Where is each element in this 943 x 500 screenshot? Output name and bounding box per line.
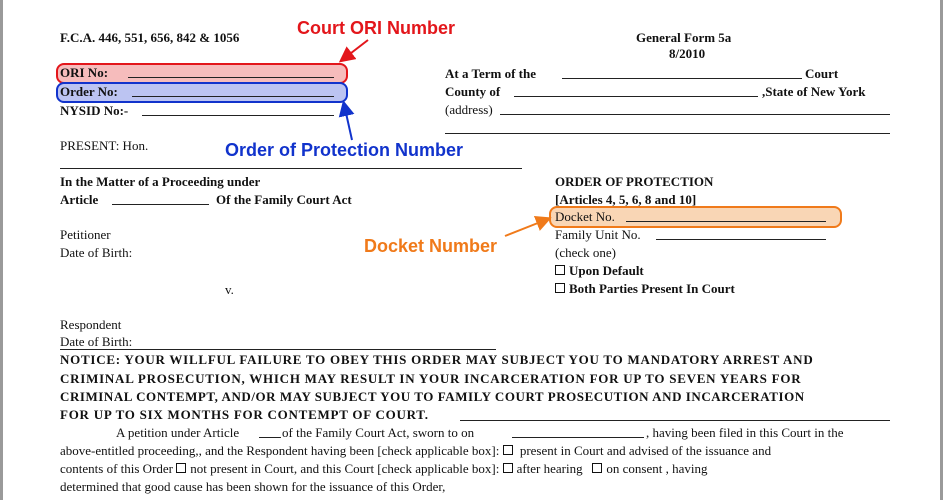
county-prefix: County of bbox=[445, 84, 501, 99]
order-annotation: Order of Protection Number bbox=[225, 140, 464, 160]
body-p2b: present in Court and advised of the issuance and bbox=[519, 443, 772, 458]
article-line[interactable] bbox=[112, 192, 209, 205]
checkbox-icon[interactable] bbox=[555, 265, 565, 275]
checkbox-icon[interactable] bbox=[592, 463, 602, 473]
respondent-dob: Date of Birth: bbox=[60, 334, 133, 349]
matter-line1: In the Matter of a Proceeding under bbox=[60, 174, 261, 189]
notice-end-line bbox=[460, 420, 890, 421]
checkbox-icon[interactable] bbox=[555, 283, 565, 293]
both-parties-option[interactable] bbox=[555, 281, 735, 297]
body-p2a: above-entitled proceeding,, and the Respondent having been [check applicable box]: bbox=[60, 443, 500, 458]
checkbox-icon[interactable] bbox=[503, 445, 513, 455]
body-p2 bbox=[60, 443, 771, 459]
respondent-label: Respondent bbox=[60, 317, 122, 332]
body-p3b: not present in Court, and this Court [check applicable box]: bbox=[190, 461, 500, 476]
present-judge-label: PRESENT: Hon. bbox=[60, 138, 149, 153]
order-title: ORDER OF PROTECTION bbox=[555, 174, 714, 189]
petitioner-dob: Date of Birth: bbox=[60, 245, 133, 260]
both-parties-label: Both Parties Present In Court bbox=[569, 281, 735, 296]
ori-annotation: Court ORI Number bbox=[297, 18, 456, 38]
order-articles: [Articles 4, 5, 6, 8 and 10] bbox=[555, 192, 697, 207]
term-suffix: Court bbox=[805, 66, 839, 81]
term-prefix: At a Term of the bbox=[445, 66, 536, 81]
check-one-label: (check one) bbox=[555, 245, 616, 260]
notice-line2: CRIMINAL PROSECUTION, WHICH MAY RESULT IN YOUR INCARCERATION FOR UP TO SEVEN YEARS FOR bbox=[60, 371, 802, 386]
body-p3c: after hearing bbox=[516, 461, 583, 476]
checkbox-icon[interactable] bbox=[176, 463, 186, 473]
state-suffix: ,State of New York bbox=[762, 84, 866, 99]
form-date: 8/2010 bbox=[669, 46, 706, 61]
body-p4: determined that good cause has been shown for the issuance of this Order, bbox=[60, 479, 446, 494]
checkbox-icon[interactable] bbox=[503, 463, 513, 473]
docket-label: Docket No. bbox=[555, 209, 615, 224]
body-p1b: of the Family Court Act, sworn to on bbox=[282, 425, 475, 440]
upon-default-option[interactable] bbox=[555, 263, 644, 279]
statute-reference: F.C.A. 446, 551, 656, 842 & 1056 bbox=[60, 30, 240, 45]
article-prefix: Article bbox=[60, 192, 99, 207]
order-field-label: Order No: bbox=[60, 84, 118, 99]
notice-line1: NOTICE: YOUR WILLFUL FAILURE TO OBEY THIS ORDER MAY SUBJECT YOU TO MANDATORY ARREST AND bbox=[60, 352, 814, 367]
body-p1a: A petition under Article bbox=[116, 425, 240, 440]
petitioner-label: Petitioner bbox=[60, 227, 111, 242]
family-unit-label: Family Unit No. bbox=[555, 227, 641, 242]
article-suffix: Of the Family Court Act bbox=[216, 192, 352, 207]
order-arrow bbox=[344, 104, 352, 140]
matter-divider bbox=[60, 168, 522, 169]
body-p1c: , having been filed in this Court in the bbox=[646, 425, 844, 440]
respondent-line bbox=[60, 349, 496, 350]
docket-line[interactable] bbox=[626, 209, 826, 222]
body-article-line[interactable] bbox=[259, 425, 281, 438]
body-p3a: contents of this Order bbox=[60, 461, 174, 476]
notice-line3: CRIMINAL CONTEMPT, AND/OR MAY SUBJECT YOU TO FAMILY COURT PROSECUTION AND INCARCERATION bbox=[60, 389, 805, 404]
docket-arrow bbox=[505, 219, 548, 236]
ori-arrow bbox=[342, 40, 368, 60]
upon-default-label: Upon Default bbox=[569, 263, 644, 278]
address-label: (address) bbox=[445, 102, 493, 117]
body-p3 bbox=[60, 461, 707, 477]
notice-line4: FOR UP TO SIX MONTHS FOR CONTEMPT OF COURT. bbox=[60, 407, 429, 422]
docket-annotation: Docket Number bbox=[364, 236, 498, 256]
body-p3d: on consent , having bbox=[606, 461, 708, 476]
ori-field-label: ORI No: bbox=[60, 65, 109, 80]
versus-label: v. bbox=[225, 282, 234, 297]
family-unit-line[interactable] bbox=[656, 227, 826, 240]
nysid-field-label: NYSID No:- bbox=[60, 103, 129, 118]
form-title: General Form 5a bbox=[636, 30, 732, 45]
sworn-date-line[interactable] bbox=[512, 425, 644, 438]
